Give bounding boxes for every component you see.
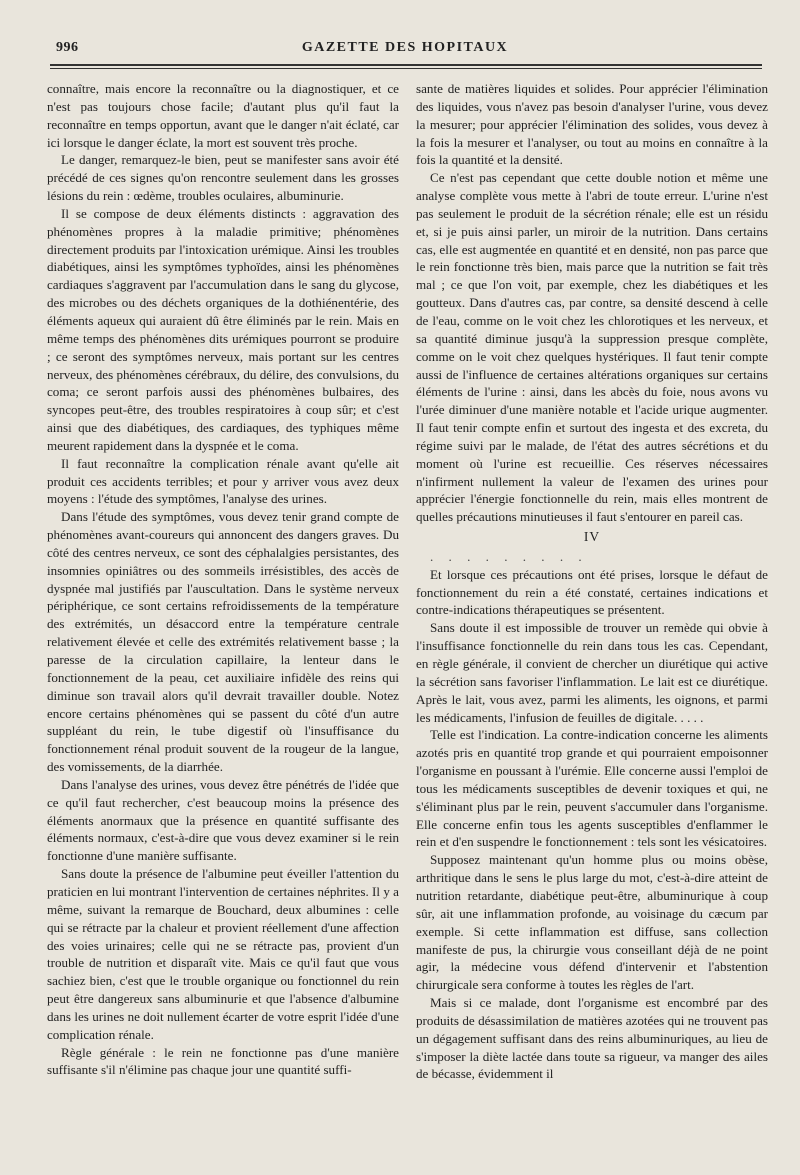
section-dots: . . . . . . . . . bbox=[430, 548, 588, 564]
section-heading: IV bbox=[583, 529, 601, 545]
journal-title: GAZETTE DES HOPITAUX bbox=[301, 40, 509, 55]
paragraph: connaître, mais encore la reconnaître ou la diagnostiquer, et ce n'est pas toujours chose facile; d'autant plus qu'il faut la reconnaître en temps opportun, avant que le danger n'ait éclaté, car ici lorsque le danger éclate, la mort est souvent très proche. bbox=[47, 81, 399, 150]
right-column bbox=[416, 80, 768, 1083]
page-number: 996 bbox=[56, 40, 79, 55]
paragraph: Il faut reconnaître la complication rénale avant qu'elle ait produit ces accidents terribles; et pour y arriver vous avez deux moyens : l'étude des symptômes, l'analyse des urines. bbox=[47, 455, 399, 507]
paragraph: Et lorsque ces précautions ont été prises, lorsque le défaut de fonctionnement du rein a été constaté, certaines indications et contre-indications thérapeutiques se présentent. bbox=[416, 566, 768, 618]
paragraph: Telle est l'indication. La contre-indication concerne les aliments azotés pris en quantité trop grande et qui pourraient empoisonner l'organisme en poussant à l'urémie. Elle concerne aussi l'emploi de tous les médicaments susceptibles de devenir toxiques et qui, ne s'éliminant plus par le rein, peuvent s'accumuler dans l'organisme. Elle concerne enfin tous les agents susceptibles d'enflammer le rein et d'en suspendre le fonctionnement : tels sont les vésicatoires. bbox=[416, 727, 768, 850]
paragraph: Dans l'analyse des urines, vous devez être pénétrés de l'idée que ce qu'il faut rechercher, c'est beaucoup moins la présence des éléments anormaux que la présence en quantité suffisante des éléments normaux, c'est-à-dire que vous devez examiner si le rein fonctionne d'une manière suffisante. bbox=[47, 776, 399, 864]
paragraph: Dans l'étude des symptômes, vous devez tenir grand compte de phénomènes avant-coureurs qui annoncent des dangers graves. Du côté des centres nerveux, ce sont des céphalalgies persistantes, des insomnies opiniâtres ou des sommeils irrésistibles, des accès de dyspnée mal justifiés par l'auscultation. Dans le système nerveux périphérique, ce sont certains refroidissements de la température des extrémités, un désaccord entre la température centrale relativement élevée et celle des extrémités relativement basse ; la paresse de la circulation capillaire, la lenteur dans le fonctionnement de la peau, cet auxiliaire infidèle des reins qui diminue son travail alors qu'il devrait travailler double. Notez encore certains phénomènes qui se passent du côté d'un autre suppléant du rein, le tube digestif où l'insuffisance du fonctionnement rénal produit souvent de la rougeur de la langue, des vomissements, de la diarrhée. bbox=[47, 509, 399, 775]
header-rule-thin bbox=[50, 68, 762, 69]
paragraph: Mais si ce malade, dont l'organisme est encombré par des produits de désassimilation de matières azotées qui ne trouvent pas un dégagement suffisant dans des reins albuminuriques, au lieu de s'imposer la diète lactée dans toute sa rigueur, va manger des ailes de bécasse, évidemment il bbox=[416, 995, 768, 1082]
left-column bbox=[47, 80, 399, 1079]
paragraph: Sans doute la présence de l'albumine peut éveiller l'attention du praticien en lui montrant l'intervention de certaines néphrites. Il y a même, suivant la remarque de Bouchard, deux albumines : celle qui se rétracte par la chaleur et provient réellement d'une affection des voies urinaires; celle qui ne se rétracte pas, provient d'un trouble de nutrition et disparaît vite. Mais ce qu'il faut que vous sachiez bien, c'est que le trouble organique ou fonctionnel du rein peut être dangereux sans albuminurie et que l'absence d'albumine dans les urines ne doit nullement écarter de votre esprit l'idée d'une complication rénale. bbox=[47, 866, 399, 1042]
header-rule-thick bbox=[50, 64, 762, 66]
paragraph: Sans doute il est impossible de trouver un remède qui obvie à l'insuffisance fonctionnelle du rein dans tous les cas. Cependant, en règle générale, il convient de chercher un diurétique qui active la sécrétion sans favoriser l'inflammation. Le lait est ce diurétique. Après le lait, vous avez, parmi les aliments, les oignons, et parmi les médicaments, l'infusion de feuilles de digitale. . . . . bbox=[416, 620, 768, 725]
paragraph: Supposez maintenant qu'un homme plus ou moins obèse, arthritique dans le sens le plus large du mot, c'est-à-dire atteint de nutrition retardante, diabétique peut-être, albuminurique à coup sûr, ait une inflammation profonde, au voisinage du cæcum par exemple. Si cette inflammation est diffuse, sans collection manifeste de pus, la chirurgie vous conseillant déjà de ne point agir, la médecine vous défend d'intervenir et l'abstention chirurgicale sera conforme à toutes les règles de l'art. bbox=[416, 852, 768, 993]
paragraph: Ce n'est pas cependant que cette double notion et même une analyse complète vous mette à l'abri de toute erreur. L'urine n'est pas seulement le produit de la sécrétion rénale; elle est un résidu et, si je puis ainsi parler, un miroir de la nutrition. Dans certains cas, elle est augmentée en quantité et en densité, non pas parce que le rein fonctionne très bien, mais parce que la nutrition se fait très mal ; ce que l'on voit, par exemple, chez les diabétiques et les goutteux. Dans d'autres cas, par contre, sa densité descend à celle de l'eau, comme on le voit chez les chlorotiques et les nerveux, et sa quantité diminue jusqu'à la suppression presque complète, comme on le voit chez quelques hystériques. Il faut tenir compte aussi de l'influence de certaines altérations organiques sur certains éléments de l'urine : ainsi, dans les abcès du foie, nous avons vu l'urée diminuer d'une manière notable et l'acide urique augmenter. Il faut tenir compte enfin et surtout des ingesta et des excreta, du régime suivi par le malade, de l'état des autres sécrétions et du moment où l'urine est recueillie. Ces réserves nécessaires n'infirment nullement la valeur de l'examen des urines pour apprécier l'énergie fonctionnelle du rein, mais elles montrent de quelles précautions minutieuses il faut s'entourer en pareil cas. bbox=[416, 170, 768, 525]
paragraph: Règle générale : le rein ne fonctionne pas d'une manière suffisante s'il n'élimine pas chaque jour une quantité suffi- bbox=[47, 1044, 399, 1078]
paragraph: Il se compose de deux éléments distincts : aggravation des phénomènes propres à la maladie primitive; phénomènes directement produits par l'intoxication urémique. Ainsi les troubles diabétiques, ainsi les symptômes typhoïdes, ainsi les phénomènes cardiaques s'aggravent par l'accumulation dans le sang du glycose, des microbes ou des déchets organiques de la dothiénentérie, des éléments aqueux qui auraient dû être éliminés par le rein. Mais en même temps des phénomènes dits urémiques pourront se produire ; ce seront des symptômes nerveux, mais portant sur les centres nerveux, des phénomènes cérébraux, du délire, des convulsions, du coma; ce seront parfois aussi des phénomènes bulbaires, des syncopes peut-être, des troubles respiratoires à coup sûr; et c'est ainsi que des diabétiques, des cardiaques, des typhiques même meurent rapidement dans la dyspnée et le coma. bbox=[47, 205, 399, 453]
paragraph: Le danger, remarquez-le bien, peut se manifester sans avoir été précédé de ces signes qu'on rencontre seulement dans les grosses lésions du rein : œdème, troubles oculaires, albuminurie. bbox=[47, 152, 399, 204]
page-header bbox=[50, 38, 760, 62]
paragraph: sante de matières liquides et solides. Pour apprécier l'élimination des liquides, vous n'avez pas besoin d'analyser l'urine, vous devez la mesurer; pour apprécier l'élimination des solides, vous devez à la fois la mesurer et l'analyser, ou tout au moins en connaître à la fois la quantité et la densité. bbox=[416, 81, 768, 168]
